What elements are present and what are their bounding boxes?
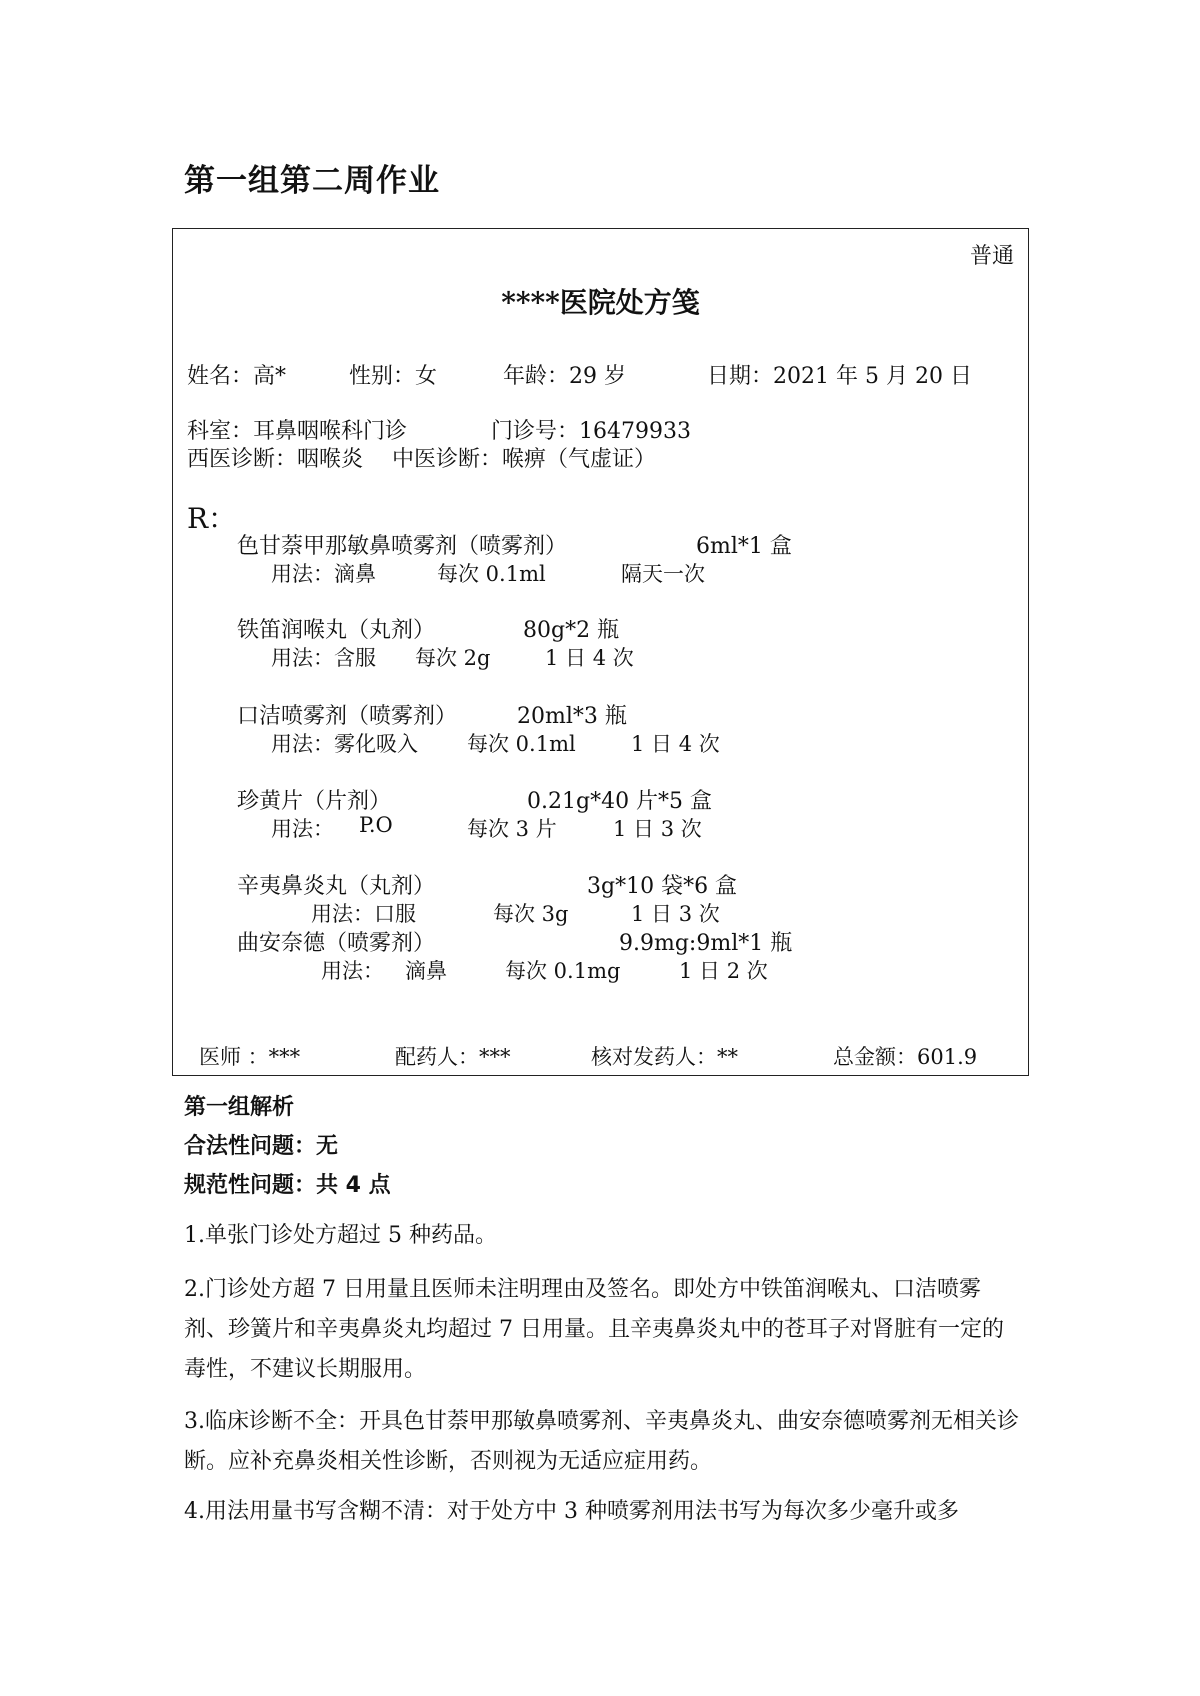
drug-name: 口洁喷雾剂（喷雾剂） (237, 704, 458, 729)
drug-dose: 每次 0.1ml (437, 562, 546, 586)
analysis-point: 1.单张门诊处方超过 5 种药品。 (184, 1223, 497, 1248)
analysis-point: 3.临床诊断不全：开具色甘萘甲那敏鼻喷雾剂、辛夷鼻炎丸、曲安奈德喷雾剂无相关诊断。应补充鼻炎相关性诊断，否则视为无适应症用药。 (184, 1409, 1019, 1474)
tcm-diagnosis: 中医诊断：喉痹（气虚证） (392, 447, 657, 472)
drug-dose: 每次 0.1ml (467, 732, 576, 756)
drug-dose: 每次 3 片 (467, 817, 557, 841)
department: 科室：耳鼻咽喉科门诊 (187, 419, 408, 444)
drug-usage: 用法： (321, 959, 384, 983)
drug-route: 滴鼻 (405, 959, 447, 983)
prescription-title: ****医院处方笺 (501, 286, 700, 319)
drug-dose: 每次 3g (493, 902, 569, 926)
drug-frequency: 1 日 2 次 (679, 959, 768, 983)
analysis-point: 4.用法用量书写含糊不清：对于处方中 3 种喷雾剂用法书写为每次多少毫升或多 (184, 1499, 959, 1524)
drug-quantity: 6ml*1 盒 (696, 534, 792, 559)
prescription-form (172, 228, 1029, 1076)
patient-gender: 性别：女 (349, 364, 438, 389)
total-amount: 总金额：601.9 (833, 1045, 978, 1069)
patient-name: 姓名：高* (187, 364, 287, 389)
drug-frequency: 1 日 3 次 (631, 902, 720, 926)
drug-frequency: 1 日 3 次 (613, 817, 702, 841)
prescription-type: 普通 (969, 244, 1014, 269)
drug-name: 色甘萘甲那敏鼻喷雾剂（喷雾剂） (237, 534, 568, 559)
dispenser-signature: 配药人：*** (395, 1045, 511, 1069)
drug-frequency: 1 日 4 次 (545, 646, 634, 670)
legality-issues: 合法性问题：无 (184, 1134, 339, 1159)
patient-age: 年龄：29 岁 (503, 364, 626, 389)
clinic-number: 门诊号：16479933 (491, 419, 691, 444)
drug-dose: 每次 2g (415, 646, 491, 670)
rx-symbol: R： (187, 502, 237, 535)
drug-quantity: 3g*10 袋*6 盒 (587, 874, 738, 899)
drug-name: 曲安奈德（喷雾剂） (237, 931, 436, 956)
drug-quantity: 9.9mg:9ml*1 瓶 (619, 931, 793, 956)
drug-quantity: 20ml*3 瓶 (517, 704, 627, 729)
drug-usage: 用法： (271, 817, 334, 841)
western-diagnosis: 西医诊断：咽喉炎 (187, 447, 364, 472)
drug-usage: 用法：口服 (311, 902, 416, 926)
drug-usage: 用法：雾化吸入 (271, 732, 418, 756)
drug-frequency: 1 日 4 次 (631, 732, 720, 756)
drug-dose: 每次 0.1mg (505, 959, 621, 983)
standard-issues: 规范性问题：共 4 点 (184, 1173, 391, 1198)
analysis-point: 2.门诊处方超 7 日用量且医师未注明理由及签名。即处方中铁笛润喉丸、口洁喷雾剂、珍簧片和辛夷鼻炎丸均超过 7 日用量。且辛夷鼻炎丸中的苍耳子对肾脏有一定的毒性，不建议长期服用。 (184, 1277, 1004, 1382)
drug-name: 辛夷鼻炎丸（丸剂） (237, 874, 436, 899)
drug-name: 珍黄片（片剂） (237, 789, 392, 814)
drug-route: P.O (359, 813, 393, 837)
prescription-date: 日期：2021 年 5 月 20 日 (707, 364, 972, 389)
drug-quantity: 80g*2 瓶 (523, 618, 620, 643)
doctor-signature: 医师 ：*** (199, 1045, 301, 1069)
drug-frequency: 隔天一次 (621, 562, 705, 586)
checker-signature: 核对发药人：** (591, 1045, 738, 1069)
page-title: 第一组第二周作业 (184, 163, 440, 199)
drug-usage: 用法：含服 (271, 646, 376, 670)
analysis-heading: 第一组解析 (184, 1095, 295, 1120)
drug-usage: 用法：滴鼻 (271, 562, 376, 586)
drug-quantity: 0.21g*40 片*5 盒 (527, 789, 713, 814)
drug-name: 铁笛润喉丸（丸剂） (237, 618, 436, 643)
